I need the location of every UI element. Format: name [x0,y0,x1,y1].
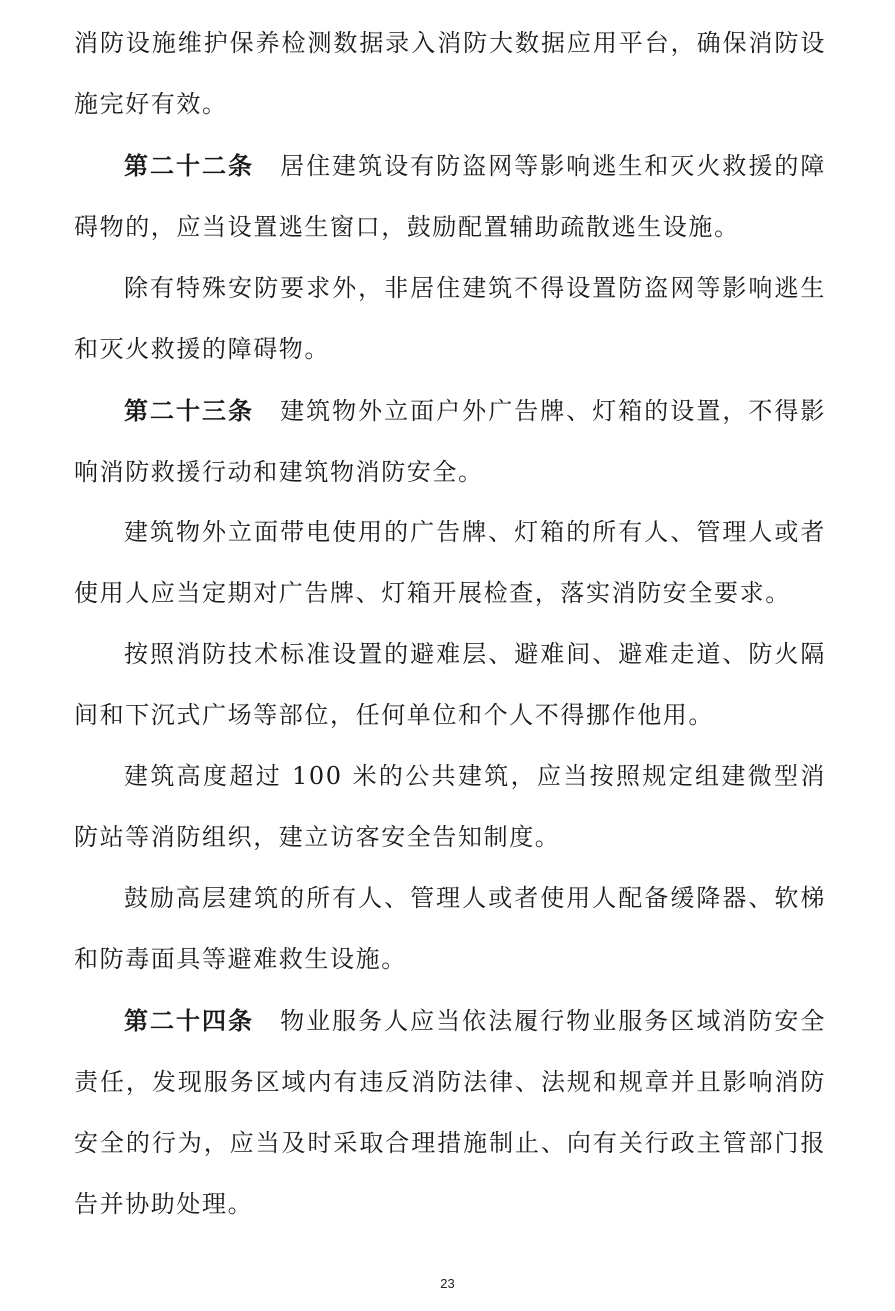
article-23-paragraph-3: 按照消防技术标准设置的避难层、避难间、避难走道、防火隔间和下沉式广场等部位，任何单位和个人不得挪作他用。 [74,640,826,729]
article-24-paragraph [74,990,826,1235]
article-23-heading: 第二十三条 [124,396,255,425]
page-number: 23 [440,1276,455,1291]
article-24-body: 物业服务人应当依法履行物业服务区域消防安全责任，发现服务区域内有违反消防法律、法规和规章并且影响消防安全的行为，应当及时采取合理措施制止、向有关行政主管部门报告并协助处理。 [74,1007,826,1218]
article-23-paragraph-2: 建筑物外立面带电使用的广告牌、灯箱的所有人、管理人或者使用人应当定期对广告牌、灯箱开展检查，落实消防安全要求。 [74,518,826,607]
article-22-heading: 第二十二条 [124,151,255,180]
article-22-paragraph [74,135,826,258]
article-22-paragraph-2: 除有特殊安防要求外，非居住建筑不得设置防盗网等影响逃生和灭火救援的障碍物。 [74,274,826,363]
article-23-paragraph-4: 建筑高度超过 100 米的公共建筑，应当按照规定组建微型消防站等消防组织，建立访客安全告知制度。 [74,762,826,851]
article-23-paragraph [74,380,826,503]
article-22-body: 居住建筑设有防盗网等影响逃生和灭火救援的障碍物的，应当设置逃生窗口，鼓励配置辅助疏散逃生设施。 [74,152,826,241]
article-23-body: 建筑物外立面户外广告牌、灯箱的设置，不得影响消防救援行动和建筑物消防安全。 [74,397,826,486]
article-23-paragraph-5: 鼓励高层建筑的所有人、管理人或者使用人配备缓降器、软梯和防毒面具等避难救生设施。 [74,884,826,973]
article-24-heading: 第二十四条 [124,1006,255,1035]
continuation-paragraph: 消防设施维护保养检测数据录入消防大数据应用平台，确保消防设施完好有效。 [74,29,826,118]
